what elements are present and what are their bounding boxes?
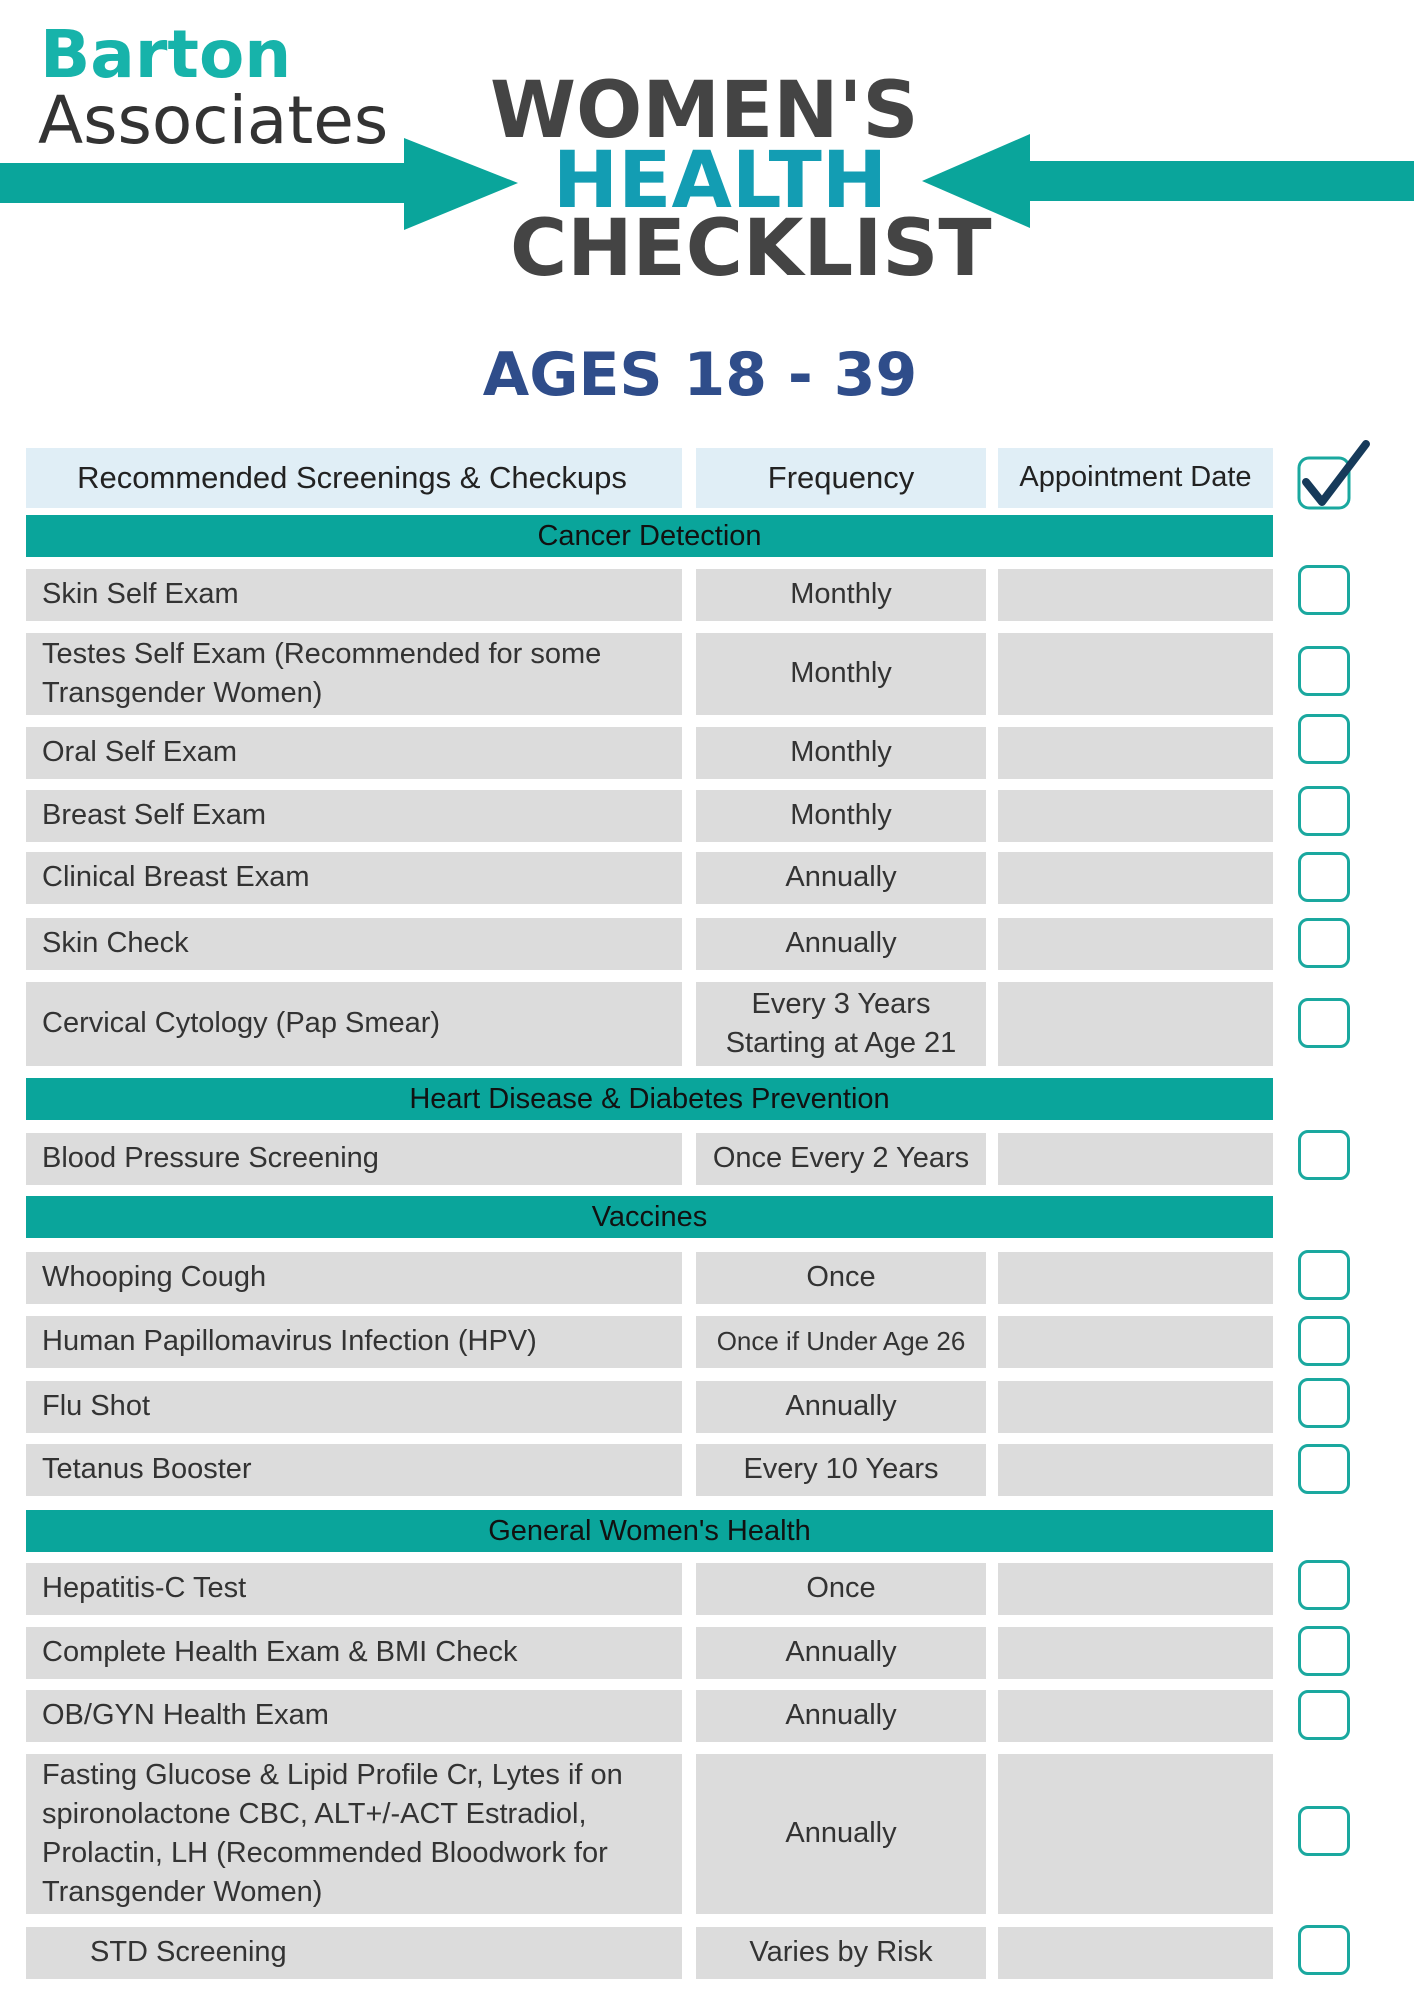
table-row-frequency: Once Every 2 Years: [696, 1133, 986, 1185]
section-heart-disease-diabetes: Heart Disease & Diabetes Prevention: [26, 1078, 1273, 1120]
table-row-frequency: Every 3 Years Starting at Age 21: [696, 982, 986, 1066]
appointment-date-field[interactable]: [998, 790, 1273, 842]
table-row-screening: Cervical Cytology (Pap Smear): [26, 982, 682, 1066]
table-row-frequency: Annually: [696, 918, 986, 970]
appointment-date-field[interactable]: [998, 1754, 1273, 1914]
table-row-screening: Human Papillomavirus Infection (HPV): [26, 1316, 682, 1368]
row-checkbox[interactable]: [1298, 1130, 1350, 1180]
table-row-screening: Clinical Breast Exam: [26, 852, 682, 904]
row-checkbox[interactable]: [1298, 1444, 1350, 1494]
table-row-screening: Fasting Glucose & Lipid Profile Cr, Lytes if on spironolactone CBC, ALT+/-ACT Estradiol, Prolactin, LH (Recommended Bloodwork for Transgender Women): [26, 1754, 682, 1914]
table-row-frequency: Annually: [696, 1381, 986, 1433]
table-row-frequency: Once if Under Age 26: [696, 1316, 986, 1368]
header-screenings: Recommended Screenings & Checkups: [26, 448, 682, 508]
appointment-date-field[interactable]: [998, 1381, 1273, 1433]
section-cancer-detection: Cancer Detection: [26, 515, 1273, 557]
table-row-screening: Skin Check: [26, 918, 682, 970]
section-vaccines: Vaccines: [26, 1196, 1273, 1238]
title-line-1: WOMEN'S: [490, 66, 919, 156]
row-checkbox[interactable]: [1298, 565, 1350, 615]
row-checkbox[interactable]: [1298, 1626, 1350, 1676]
table-row-frequency: Varies by Risk: [696, 1927, 986, 1979]
row-checkbox[interactable]: [1298, 1250, 1350, 1300]
title-line-3: CHECKLIST: [510, 204, 992, 294]
row-checkbox[interactable]: [1298, 786, 1350, 836]
row-checkbox[interactable]: [1298, 1925, 1350, 1975]
title-line-2: HEALTH: [552, 136, 888, 226]
row-checkbox[interactable]: [1298, 1560, 1350, 1610]
table-row-frequency: Every 10 Years: [696, 1444, 986, 1496]
table-row-frequency: Monthly: [696, 569, 986, 621]
row-checkbox[interactable]: [1298, 1378, 1350, 1428]
appointment-date-field[interactable]: [998, 1690, 1273, 1742]
table-row-screening: Skin Self Exam: [26, 569, 682, 621]
appointment-date-field[interactable]: [998, 982, 1273, 1066]
brand-name: Barton: [40, 16, 292, 93]
table-row-screening: Oral Self Exam: [26, 727, 682, 779]
appointment-date-field[interactable]: [998, 1563, 1273, 1615]
table-row-screening: Hepatitis-C Test: [26, 1563, 682, 1615]
row-checkbox[interactable]: [1298, 714, 1350, 764]
table-row-screening: Flu Shot: [26, 1381, 682, 1433]
table-row-frequency: Monthly: [696, 633, 986, 715]
appointment-date-field[interactable]: [998, 1316, 1273, 1368]
table-row-screening: OB/GYN Health Exam: [26, 1690, 682, 1742]
table-row-screening: Testes Self Exam (Recommended for some Transgender Women): [26, 633, 682, 715]
row-checkbox[interactable]: [1298, 918, 1350, 968]
appointment-date-field[interactable]: [998, 1927, 1273, 1979]
table-row-frequency: Annually: [696, 852, 986, 904]
appointment-date-field[interactable]: [998, 569, 1273, 621]
appointment-date-field[interactable]: [998, 1252, 1273, 1304]
row-checkbox[interactable]: [1298, 1690, 1350, 1740]
appointment-date-field[interactable]: [998, 852, 1273, 904]
table-row-frequency: Annually: [696, 1754, 986, 1914]
appointment-date-field[interactable]: [998, 1627, 1273, 1679]
table-row-screening: STD Screening: [26, 1927, 682, 1979]
table-row-frequency: Once: [696, 1252, 986, 1304]
table-row-frequency: Once: [696, 1563, 986, 1615]
brand-subname: Associates: [38, 82, 389, 159]
table-row-screening: Whooping Cough: [26, 1252, 682, 1304]
right-arrow-icon: [920, 130, 1414, 240]
appointment-date-field[interactable]: [998, 727, 1273, 779]
table-row-frequency: Monthly: [696, 727, 986, 779]
row-checkbox[interactable]: [1298, 1316, 1350, 1366]
table-row-frequency: Annually: [696, 1627, 986, 1679]
header-frequency: Frequency: [696, 448, 986, 508]
table-row-screening: Breast Self Exam: [26, 790, 682, 842]
appointment-date-field[interactable]: [998, 1444, 1273, 1496]
table-row-screening: Complete Health Exam & BMI Check: [26, 1627, 682, 1679]
appointment-date-field[interactable]: [998, 633, 1273, 715]
appointment-date-field[interactable]: [998, 1133, 1273, 1185]
row-checkbox[interactable]: [1298, 852, 1350, 902]
table-row-screening: Tetanus Booster: [26, 1444, 682, 1496]
appointment-date-field[interactable]: [998, 918, 1273, 970]
header-appointment-date: Appointment Date: [998, 448, 1273, 508]
row-checkbox[interactable]: [1298, 646, 1350, 696]
table-row-frequency: Annually: [696, 1690, 986, 1742]
row-checkbox[interactable]: [1298, 998, 1350, 1048]
row-checkbox[interactable]: [1298, 1806, 1350, 1856]
checkmark-icon: [1296, 438, 1372, 512]
table-row-frequency: Monthly: [696, 790, 986, 842]
section-general-womens-health: General Women's Health: [26, 1510, 1273, 1552]
age-range: AGES 18 - 39: [482, 340, 918, 410]
table-row-screening: Blood Pressure Screening: [26, 1133, 682, 1185]
left-arrow-icon: [0, 130, 520, 240]
